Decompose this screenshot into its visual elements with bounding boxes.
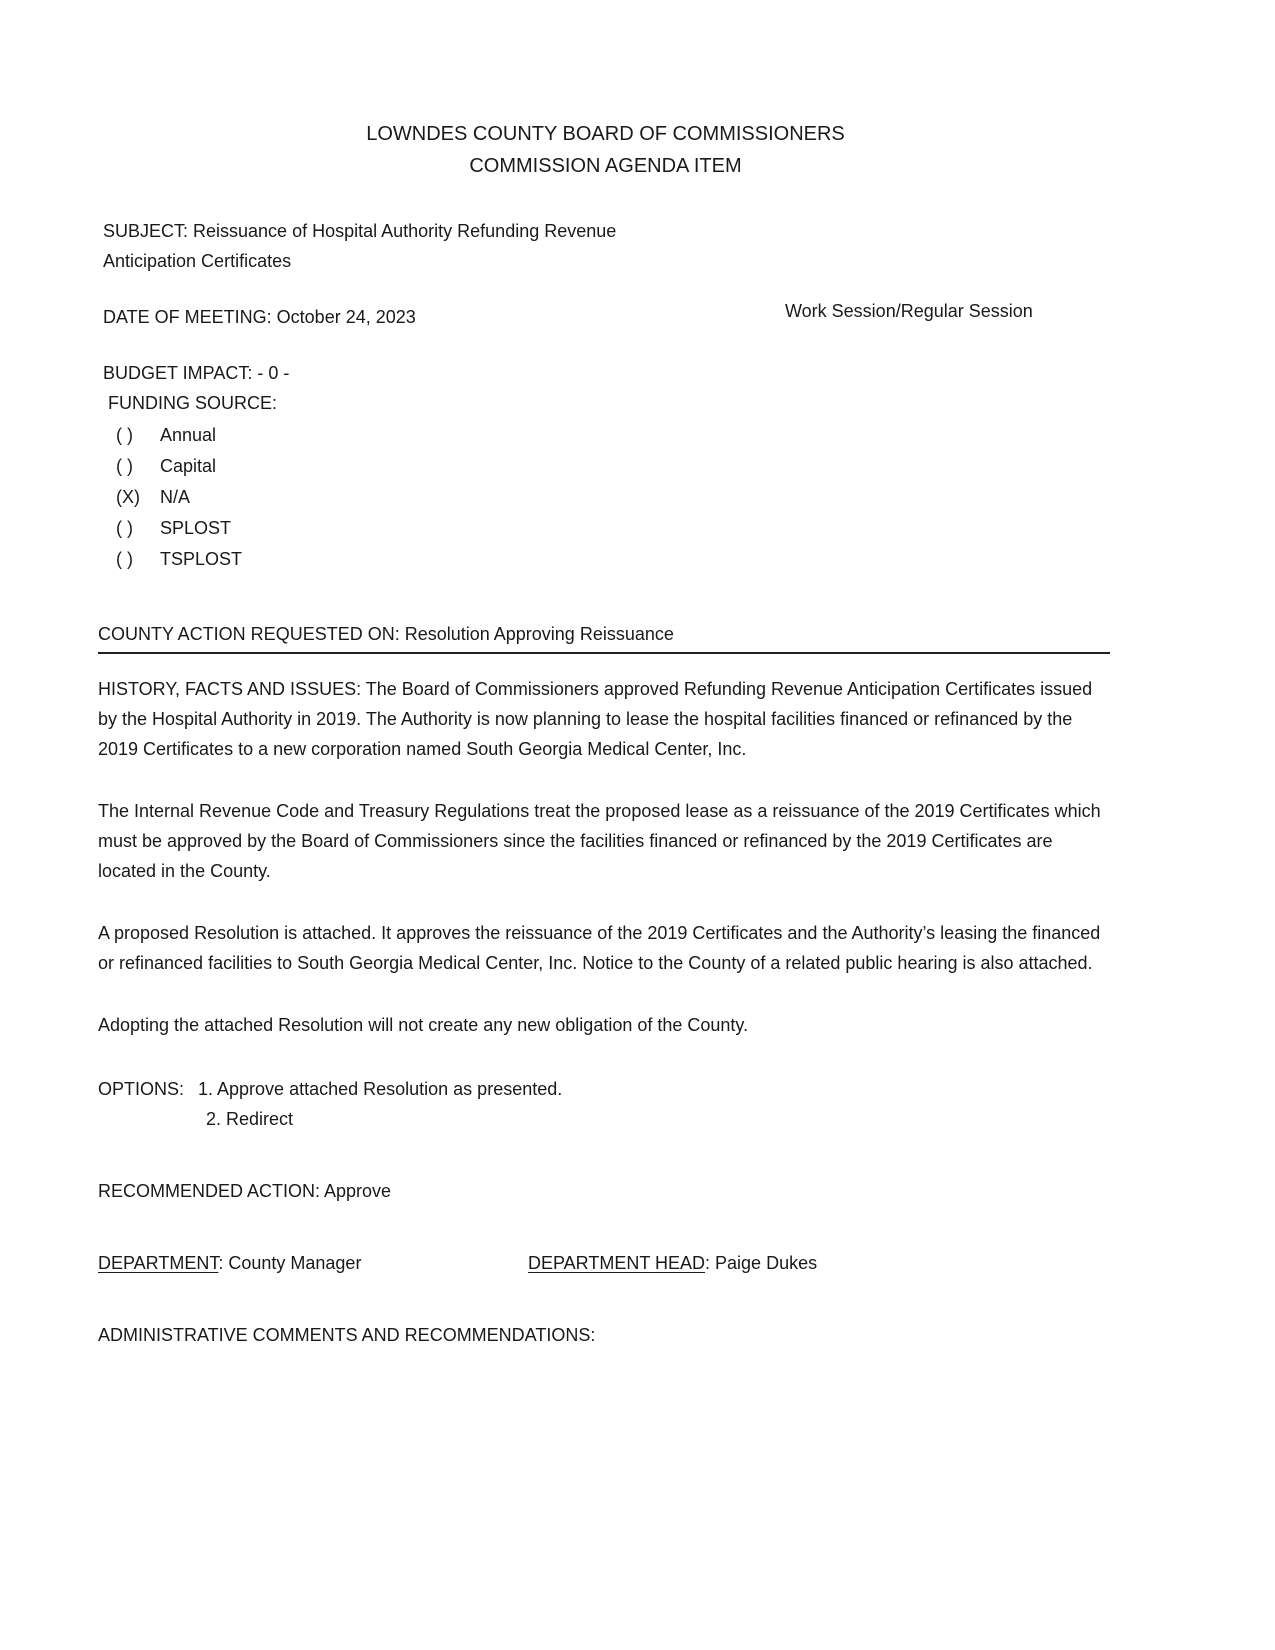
funding-option-label: TSPLOST	[160, 549, 243, 569]
document-title	[98, 118, 1113, 182]
date-of-meeting: DATE OF MEETING: October 24, 2023	[103, 307, 416, 327]
history-paragraph-4: Adopting the attached Resolution will not create any new obligation of the County.	[98, 1015, 749, 1035]
department-head-label: DEPARTMENT HEAD	[528, 1253, 706, 1273]
department-row	[98, 1248, 1113, 1278]
funding-options-list	[98, 420, 1113, 575]
budget-impact: BUDGET IMPACT: - 0 -	[103, 363, 290, 383]
checkbox-marker: ( )	[116, 518, 133, 538]
option-2: 2. Redirect	[206, 1109, 294, 1129]
funding-option-label: Capital	[160, 456, 217, 476]
funding-option-label: N/A	[160, 487, 191, 507]
funding-option-tsplost	[116, 544, 1113, 575]
funding-option-capital	[116, 451, 1113, 482]
title-line-2: COMMISSION AGENDA ITEM	[469, 155, 742, 177]
department-value: : County Manager	[218, 1253, 362, 1273]
history-paragraph-3: A proposed Resolution is attached. It approves the reissuance of the 2019 Certificates and the Authority’s leasing the financed or refinanced facilities to South Georgia Medical Center, Inc. Notice to the County of a related public hearing is also attached.	[98, 923, 1101, 973]
title-line-1: LOWNDES COUNTY BOARD OF COMMISSIONERS	[366, 123, 845, 145]
funding-option-splost	[116, 513, 1113, 544]
department-head-field	[528, 1248, 817, 1278]
county-action-requested: COUNTY ACTION REQUESTED ON: Resolution Approving Reissuance	[98, 619, 1110, 654]
funding-option-na	[116, 482, 1113, 513]
funding-source-label: FUNDING SOURCE:	[108, 393, 278, 413]
subject-line: SUBJECT: Reissuance of Hospital Authority Refunding Revenue Anticipation Certificates	[103, 221, 617, 271]
checkbox-marker: ( )	[116, 425, 133, 445]
options-label: OPTIONS:	[98, 1079, 185, 1099]
options-list	[198, 1074, 562, 1134]
funding-option-label: Annual	[160, 425, 217, 445]
checkbox-marker-checked: (X)	[116, 487, 140, 507]
department-head-value: : Paige Dukes	[705, 1253, 818, 1273]
meeting-date-row	[103, 302, 1113, 332]
checkbox-marker: ( )	[116, 456, 133, 476]
administrative-comments: ADMINISTRATIVE COMMENTS AND RECOMMENDATIONS:	[98, 1325, 596, 1345]
funding-option-label: SPLOST	[160, 518, 232, 538]
options-section	[98, 1074, 1113, 1134]
option-1: 1. Approve attached Resolution as presented.	[198, 1079, 563, 1099]
recommended-action: RECOMMENDED ACTION: Approve	[98, 1181, 392, 1201]
history-paragraph-2: The Internal Revenue Code and Treasury Regulations treat the proposed lease as a reissuance of the 2019 Certificates which must be approved by the Board of Commissioners since the facilities financed or refinanced by the 2019 Certificates are located in the County.	[98, 801, 1101, 881]
funding-option-annual	[116, 420, 1113, 451]
checkbox-marker: ( )	[116, 549, 133, 569]
department-label: DEPARTMENT	[98, 1253, 219, 1273]
session-type: Work Session/Regular Session	[785, 301, 1033, 321]
history-paragraph-1: HISTORY, FACTS AND ISSUES: The Board of Commissioners approved Refunding Revenue Anticipation Certificates issued by the Hospital Authority in 2019. The Authority is now planning to lease the hospital facilities financed or refinanced by the 2019 Certificates to a new corporation named South Georgia Medical Center, Inc.	[98, 679, 1093, 759]
department-field	[98, 1253, 361, 1273]
document-content	[98, 118, 1113, 1350]
